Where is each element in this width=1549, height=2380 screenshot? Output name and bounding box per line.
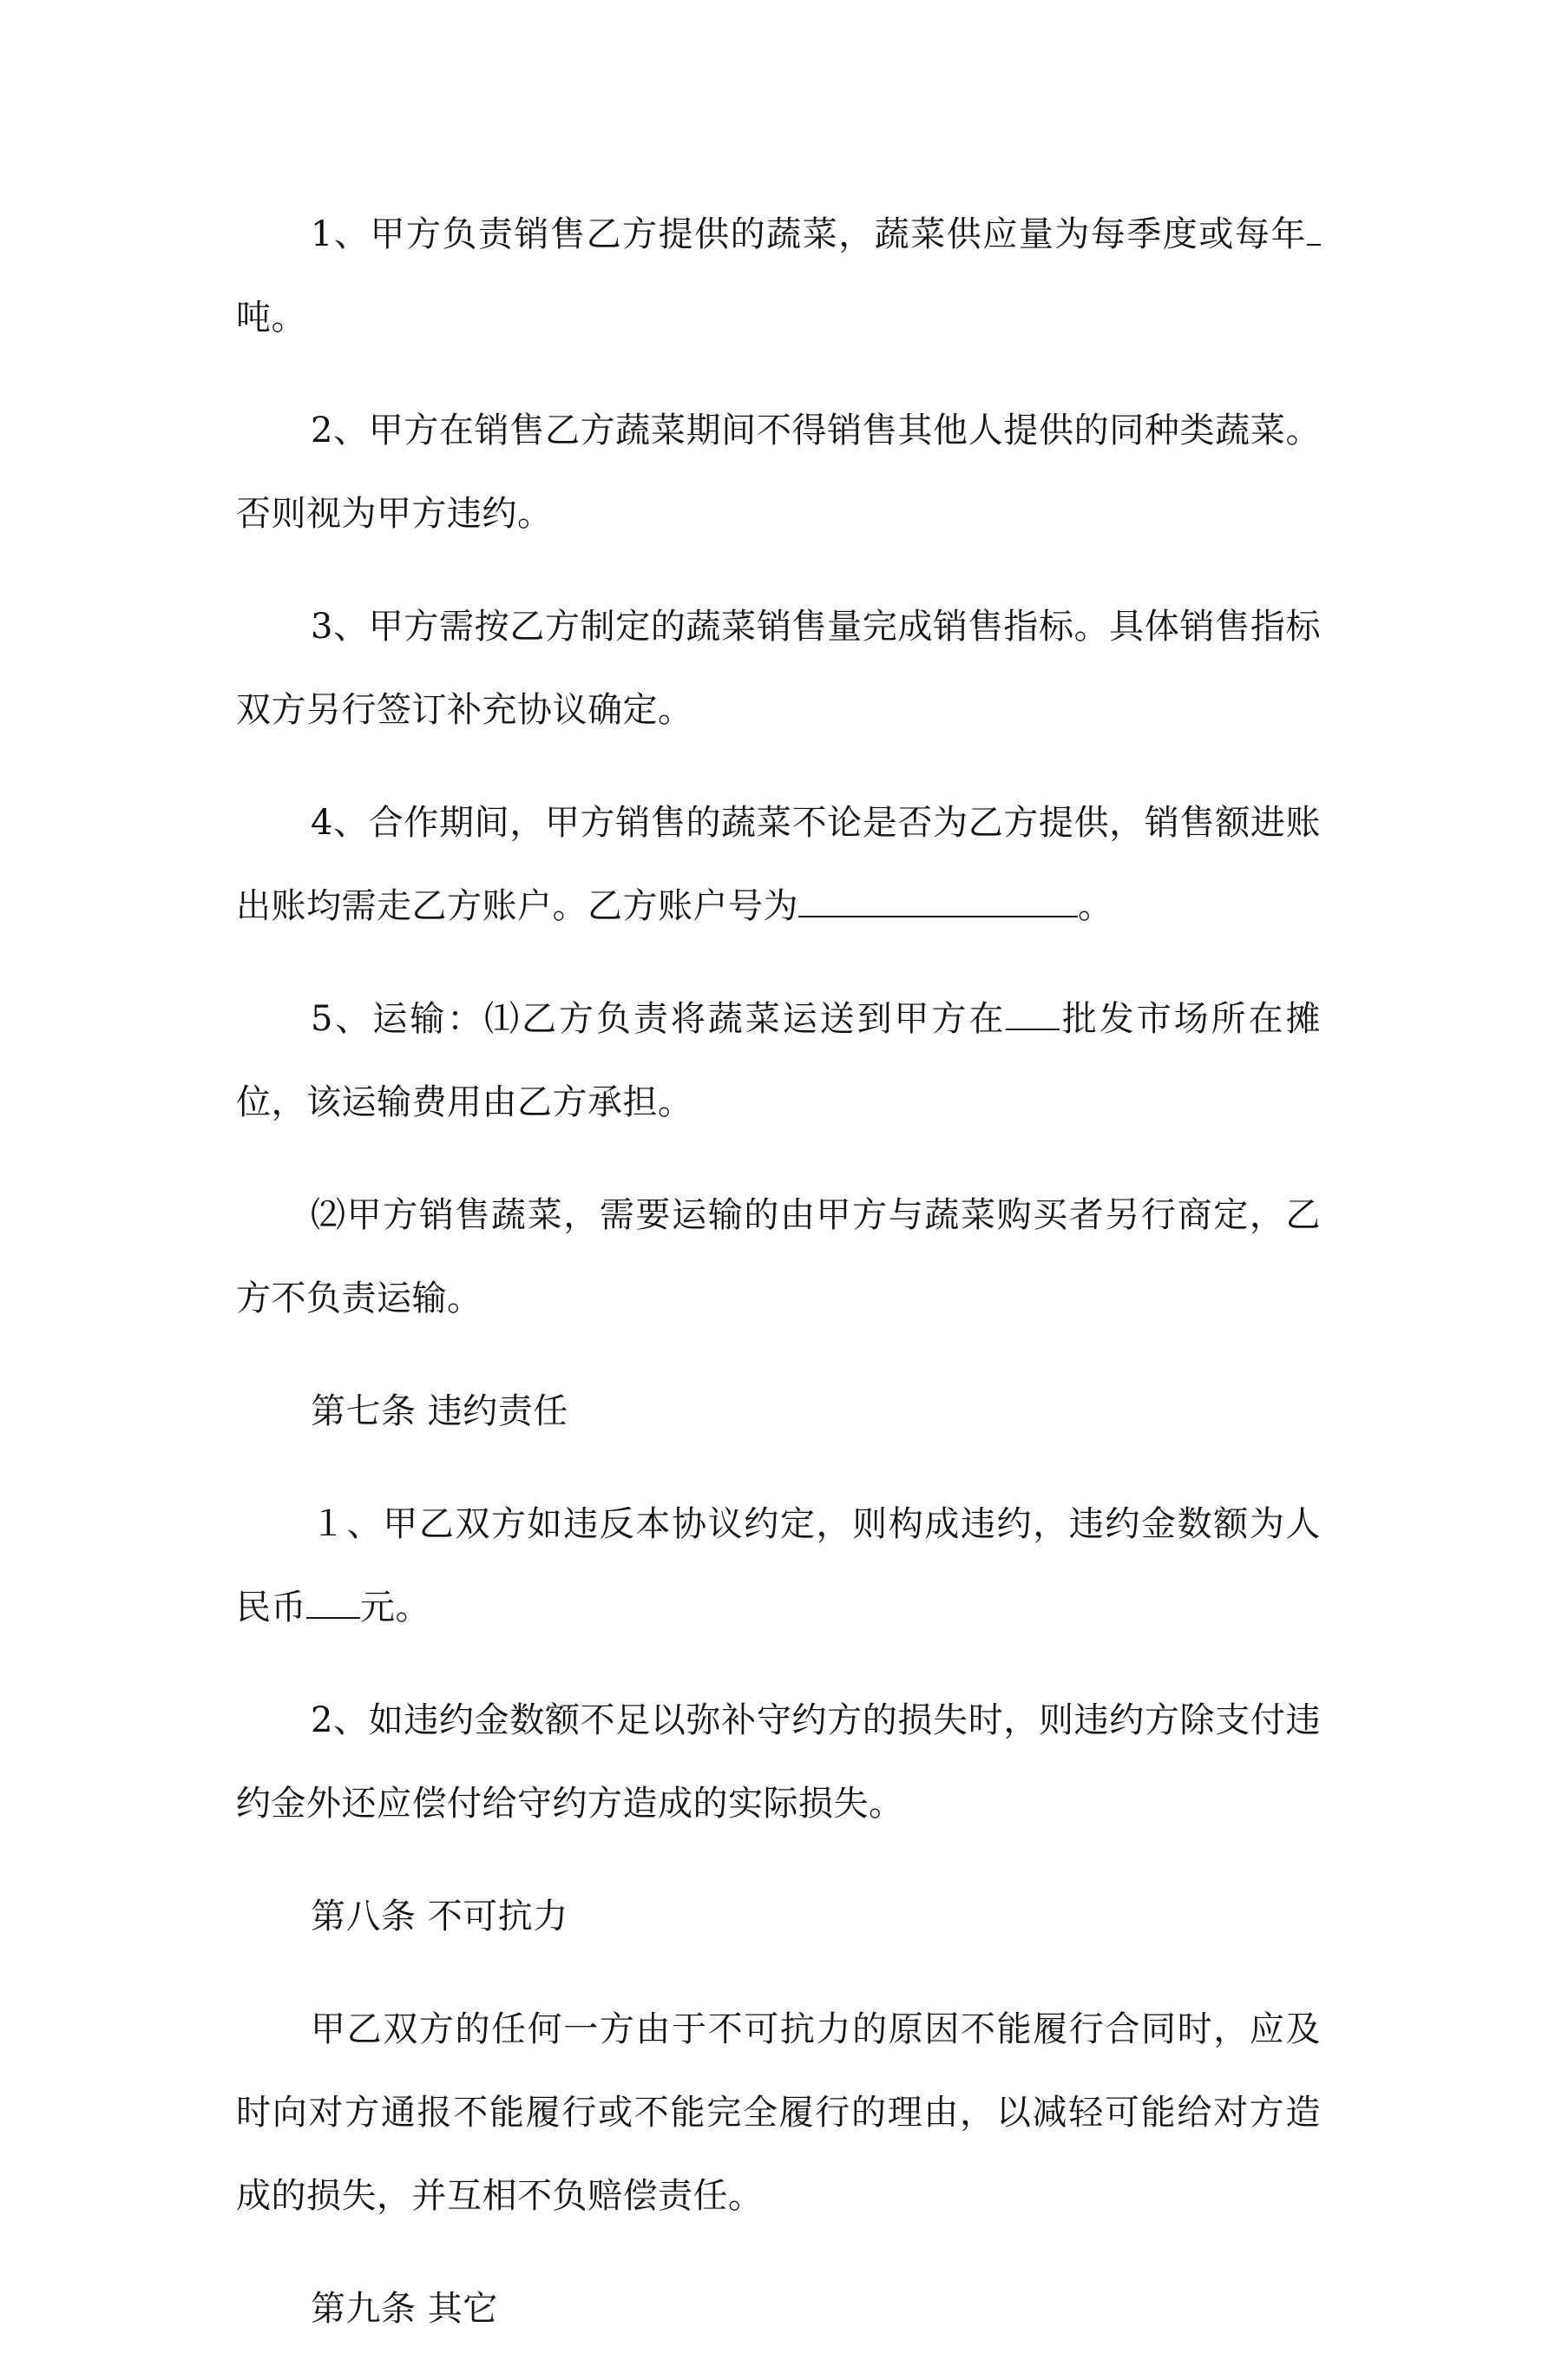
clause-6 [236, 1174, 1321, 1340]
article-7-item-1-text: １、甲乙双方如违反本协议约定，则构成违约，违约金数额为人民币 [236, 1504, 1321, 1627]
clause-5-text: 5、运输：⑴乙方负责将蔬菜运送到甲方在 [311, 999, 1007, 1039]
clause-1-text: 1、甲方负责销售乙方提供的蔬菜，蔬菜供应量为每季度或每年 [311, 214, 1307, 254]
clause-2 [236, 389, 1321, 556]
article-8-body [236, 1988, 1321, 2238]
blank-field-account-number [798, 881, 1078, 917]
blank-field-penalty-amount [306, 1582, 360, 1619]
clause-4-text: 4、合作期间，甲方销售的蔬菜不论是否为乙方提供，销售额进账出账均需走乙方账户。乙方账户号为 [236, 803, 1321, 926]
clause-5-text-end: 批发市场所在摊位，该运输费用由乙方承担。 [236, 999, 1321, 1122]
document-body [236, 193, 1321, 2380]
article-9-heading [236, 2267, 1321, 2350]
article-8-heading [236, 1875, 1321, 1958]
clause-3 [236, 585, 1321, 752]
article-7-title: 第七条 违约责任 [311, 1391, 568, 1431]
clause-1 [236, 193, 1321, 359]
article-7-item-1 [236, 1483, 1321, 1649]
clause-1-text-end: 吨。 [236, 298, 306, 338]
blank-field-market [1006, 994, 1060, 1030]
clause-4 [236, 781, 1321, 948]
clause-5 [236, 977, 1321, 1144]
article-8-body-text: 甲乙双方的任何一方由于不可抗力的原因不能履行合同时，应及时向对方通报不能履行或不能完全履行的理由，以减轻可能给对方造成的损失，并互相不负赔偿责任。 [236, 2009, 1321, 2216]
article-7-item-2 [236, 1679, 1321, 1845]
article-7-item-2-text: 2、如违约金数额不足以弥补守约方的损失时，则违约方除支付违约金外还应偿付给守约方造成的实际损失。 [236, 1700, 1321, 1824]
clause-6-text: ⑵甲方销售蔬菜，需要运输的由甲方与蔬菜购买者另行商定，乙方不负责运输。 [236, 1195, 1321, 1318]
clause-4-text-end: 。 [1078, 886, 1113, 926]
article-7-heading [236, 1370, 1321, 1453]
article-8-title: 第八条 不可抗力 [311, 1897, 568, 1936]
clause-3-text: 3、甲方需按乙方制定的蔬菜销售量完成销售指标。具体销售指标双方另行签订补充协议确定。 [236, 607, 1321, 730]
article-7-item-1-text-end: 元。 [360, 1588, 430, 1627]
clause-2-text: 2、甲方在销售乙方蔬菜期间不得销售其他人提供的同种类蔬菜。否则视为甲方违约。 [236, 411, 1321, 534]
blank-field-tonnage [1307, 209, 1321, 246]
article-9-title: 第九条 其它 [311, 2289, 498, 2329]
